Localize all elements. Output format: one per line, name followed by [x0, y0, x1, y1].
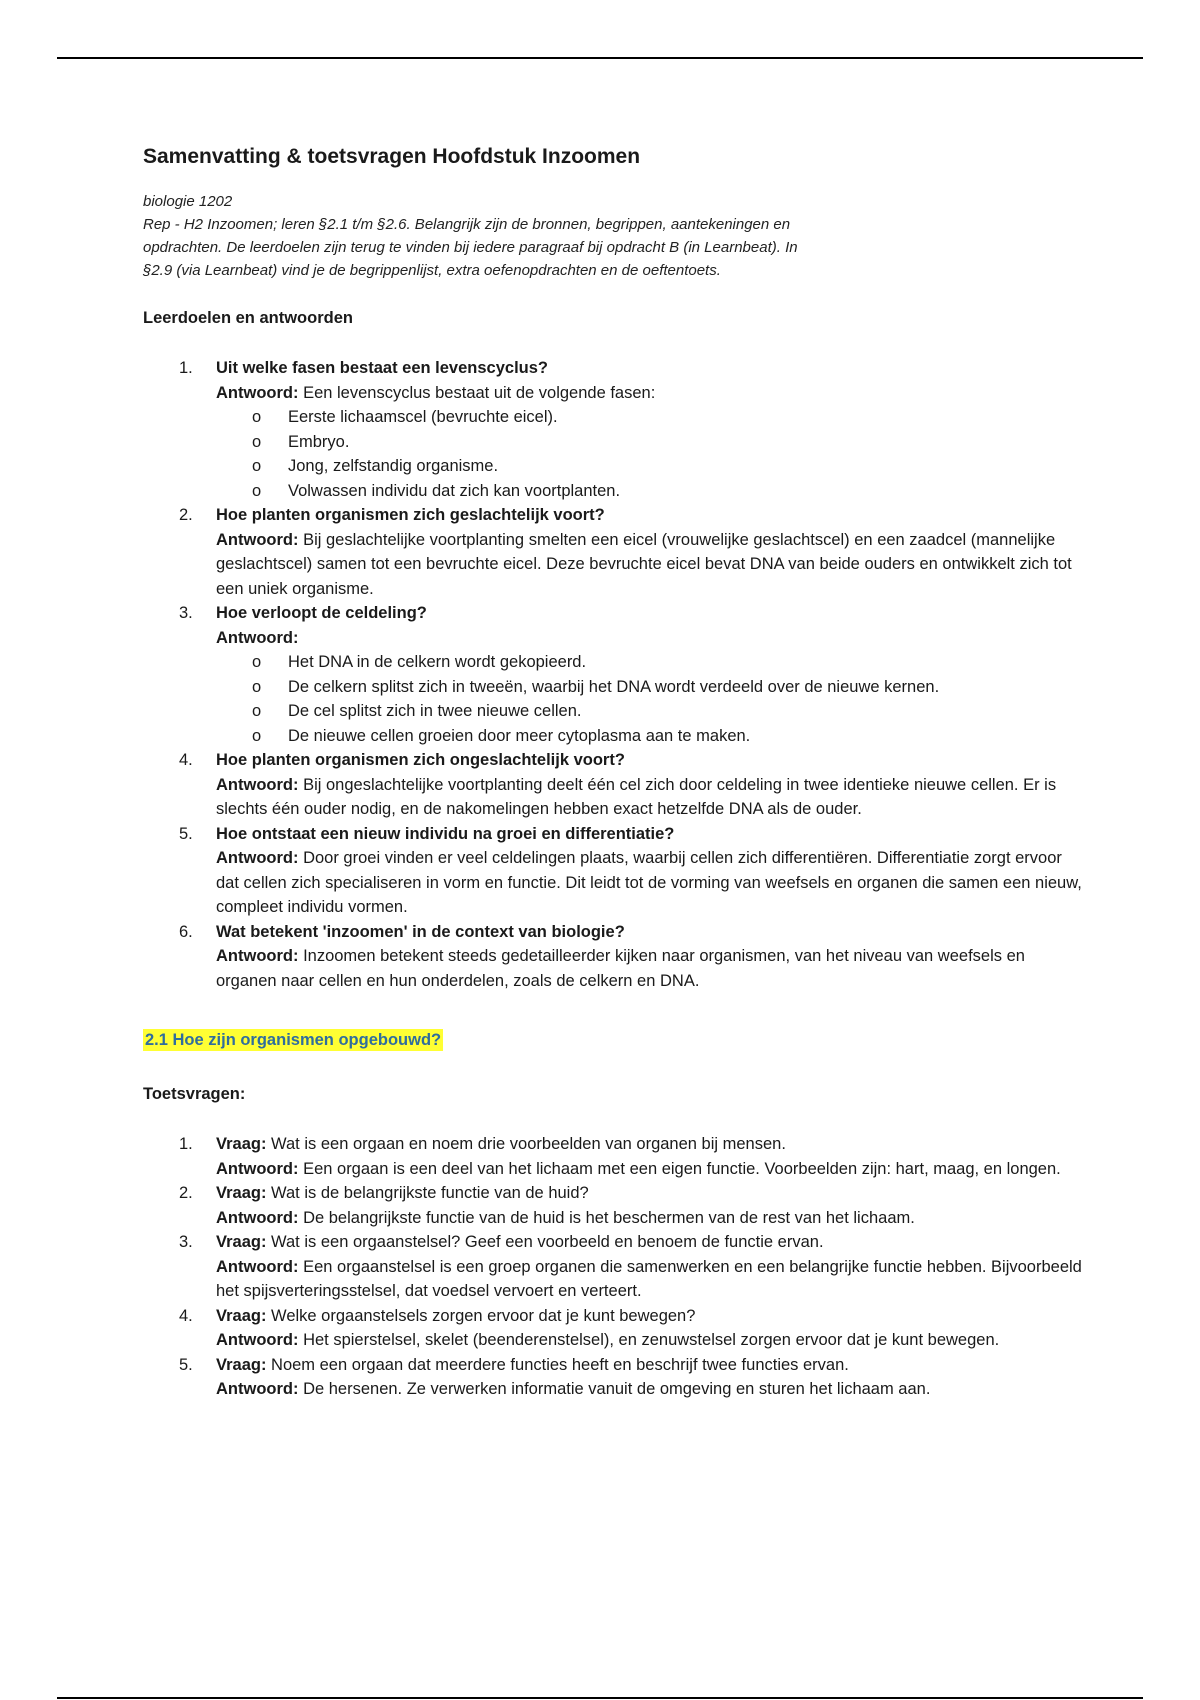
leerdoel-answer [216, 626, 1083, 651]
question-text: Wat is de belangrijkste functie van de huid? [266, 1184, 589, 1202]
item-number: 1. [179, 359, 193, 377]
leerdoel-question: Hoe planten organismen zich ongeslachtelijk voort? [216, 751, 625, 769]
answer-bullet-item [216, 405, 1083, 430]
question-text: Wat is een orgaan en noem drie voorbeelden van organen bij mensen. [266, 1135, 786, 1153]
toetsvraag-answer [216, 1206, 1083, 1231]
toetsvraag-item [143, 1230, 1083, 1304]
leerdoel-item [143, 601, 1083, 748]
answer-label: Antwoord: [216, 849, 299, 867]
toetsvraag-item [143, 1353, 1083, 1402]
answer-text: Inzoomen betekent steeds gedetailleerder kijken naar organismen, van het niveau van weefsels en organen naar cellen en hun onderdelen, zoals de celkern en DNA. [216, 947, 1025, 990]
leerdoel-answer [216, 381, 1083, 406]
item-number: 2. [179, 1184, 193, 1202]
answer-text: De hersenen. Ze verwerken informatie vanuit de omgeving en sturen het lichaam aan. [298, 1380, 931, 1398]
leerdoel-item [143, 503, 1083, 601]
answer-text: Een orgaan is een deel van het lichaam met een eigen functie. Voorbeelden zijn: hart, maag, en longen. [298, 1159, 1061, 1178]
answer-label: Antwoord: [216, 1257, 299, 1276]
leerdoel-item [143, 920, 1083, 994]
answer-label: Antwoord: [216, 530, 299, 549]
toetsvraag-question [216, 1132, 1083, 1157]
item-number: 2. [179, 506, 193, 524]
answer-bullet-item [216, 479, 1083, 504]
item-number: 6. [179, 922, 193, 941]
bullet-text: De celkern splitst zich in tweeën, waarbij het DNA wordt verdeeld over de nieuwe kernen. [288, 677, 940, 696]
toetsvragen-list [143, 1132, 1083, 1402]
bullet-text: Het DNA in de celkern wordt gekopieerd. [288, 653, 587, 671]
circle-bullet-icon: o [252, 457, 262, 475]
answer-label: Antwoord: [216, 1380, 299, 1398]
answer-bullet-list [216, 405, 1083, 503]
intro-line: §2.9 (via Learnbeat) vind je de begrippenlijst, extra oefenopdrachten en de oeftentoets. [143, 262, 721, 279]
circle-bullet-icon: o [252, 481, 262, 500]
toetsvraag-answer [216, 1157, 1083, 1182]
leerdoel-answer [216, 846, 1083, 920]
bullet-text: De cel splitst zich in twee nieuwe cellen. [288, 702, 582, 720]
leerdoel-item [143, 356, 1083, 503]
intro-line: Rep - H2 Inzoomen; leren §2.1 t/m §2.6. Belangrijk zijn de bronnen, begrippen, aantekeningen en [143, 216, 791, 233]
top-rule [57, 57, 1143, 59]
item-number: 4. [179, 751, 193, 769]
item-number: 1. [179, 1135, 193, 1153]
toetsvraag-question [216, 1353, 1083, 1378]
question-label: Vraag: [216, 1135, 267, 1153]
answer-label: Antwoord: [216, 1159, 299, 1178]
toetsvraag-item [143, 1181, 1083, 1230]
answer-bullet-item [216, 430, 1083, 455]
leerdoel-answer [216, 944, 1083, 993]
question-text: Noem een orgaan dat meerdere functies heeft en beschrijf twee functies ervan. [266, 1355, 849, 1374]
toetsvraag-question [216, 1304, 1083, 1329]
toetsvraag-item [143, 1304, 1083, 1353]
leerdoel-answer [216, 773, 1083, 822]
answer-text: Bij geslachtelijke voortplanting smelten een eicel (vrouwelijke geslachtscel) en een zaadcel (mannelijke geslachtscel) samen tot een bevruchte eicel. Deze bevruchte eicel bevat DNA van beide ouders en ontwikkelt zich tot een uniek organisme. [216, 530, 1072, 598]
document-title: Samenvatting & toetsvragen Hoofdstuk Inzoomen [143, 145, 641, 168]
answer-bullet-item [216, 454, 1083, 479]
answer-label: Antwoord: [216, 947, 299, 965]
answer-label: Antwoord: [216, 628, 299, 647]
answer-bullet-list [216, 650, 1083, 748]
leerdoel-item [143, 822, 1083, 920]
circle-bullet-icon: o [252, 726, 262, 745]
answer-text: Bij ongeslachtelijke voortplanting deelt één cel zich door celdeling in twee identieke nieuwe cellen. Er is slechts één ouder nodig, en de nakomelingen hebben exact hetzelfde DNA als de ouder. [216, 775, 1057, 818]
question-label: Vraag: [216, 1184, 267, 1202]
leerdoel-answer [216, 528, 1083, 602]
bullet-text: Jong, zelfstandig organisme. [288, 457, 499, 475]
item-number: 3. [179, 1233, 193, 1251]
toetsvraag-question [216, 1181, 1083, 1206]
bullet-text: Volwassen individu dat zich kan voortplanten. [288, 481, 621, 500]
question-text: Welke orgaanstelsels zorgen ervoor dat je kunt bewegen? [266, 1306, 696, 1325]
circle-bullet-icon: o [252, 677, 262, 696]
section-2-1-heading-wrap [143, 1027, 1083, 1054]
item-number: 5. [179, 1355, 193, 1374]
intro-subject: biologie 1202 [143, 193, 233, 210]
answer-bullet-item [216, 675, 1083, 700]
bullet-text: Embryo. [288, 432, 350, 451]
leerdoel-question: Uit welke fasen bestaat een levenscyclus? [216, 359, 548, 377]
answer-text: Het spierstelsel, skelet (beenderenstelsel), en zenuwstelsel zorgen ervoor dat je kunt bewegen. [298, 1331, 1000, 1349]
bottom-rule [57, 1697, 1143, 1699]
answer-label: Antwoord: [216, 383, 299, 402]
question-label: Vraag: [216, 1306, 267, 1325]
toetsvraag-question [216, 1230, 1083, 1255]
answer-bullet-item [216, 724, 1083, 749]
toetsvraag-answer [216, 1328, 1083, 1353]
leerdoel-item [143, 748, 1083, 822]
circle-bullet-icon: o [252, 408, 262, 426]
circle-bullet-icon: o [252, 653, 262, 671]
leerdoel-question: Hoe verloopt de celdeling? [216, 604, 427, 622]
answer-bullet-item [216, 650, 1083, 675]
leerdoel-question: Wat betekent 'inzoomen' in de context van biologie? [216, 922, 625, 941]
intro-text [143, 190, 1083, 282]
section-2-1-heading: 2.1 Hoe zijn organismen opgebouwd? [145, 1031, 442, 1049]
toetsvraag-answer [216, 1255, 1083, 1304]
circle-bullet-icon: o [252, 702, 262, 720]
question-text: Wat is een orgaanstelsel? Geef een voorbeeld en benoem de functie ervan. [266, 1233, 824, 1251]
answer-bullet-item [216, 699, 1083, 724]
toetsvraag-item [143, 1132, 1083, 1181]
item-number: 4. [179, 1306, 193, 1325]
leerdoelen-heading: Leerdoelen en antwoorden [143, 309, 353, 327]
leerdoelen-list [143, 356, 1083, 993]
item-number: 5. [179, 824, 193, 843]
question-label: Vraag: [216, 1355, 267, 1374]
answer-label: Antwoord: [216, 775, 299, 794]
answer-label: Antwoord: [216, 1208, 299, 1227]
bullet-text: De nieuwe cellen groeien door meer cytoplasma aan te maken. [288, 726, 751, 745]
answer-text: Door groei vinden er veel celdelingen plaats, waarbij cellen zich differentiëren. Differentiatie zorgt ervoor dat cellen zich specialiseren in vorm en functie. Dit leidt tot de vorming van weefsels en organen die samen een nieuw, compleet individu vormen. [216, 849, 1082, 916]
toetsvraag-answer [216, 1377, 1083, 1402]
document-page [143, 142, 1083, 1402]
bullet-text: Eerste lichaamscel (bevruchte eicel). [288, 408, 558, 426]
answer-text: De belangrijkste functie van de huid is het beschermen van de rest van het lichaam. [298, 1208, 915, 1227]
question-label: Vraag: [216, 1233, 267, 1251]
answer-text: Een levenscyclus bestaat uit de volgende fasen: [298, 383, 656, 402]
circle-bullet-icon: o [252, 432, 262, 451]
leerdoel-question: Hoe ontstaat een nieuw individu na groei en differentiatie? [216, 824, 675, 843]
answer-text: Een orgaanstelsel is een groep organen die samenwerken en een belangrijke functie hebben. Bijvoorbeeld het spijsverteringsstelsel, dat voedsel vervoert en verteert. [216, 1257, 1082, 1300]
leerdoel-question: Hoe planten organismen zich geslachtelijk voort? [216, 506, 605, 524]
intro-line: opdrachten. De leerdoelen zijn terug te vinden bij iedere paragraaf bij opdracht B (in Learnbeat). In [143, 239, 798, 256]
answer-label: Antwoord: [216, 1331, 299, 1349]
item-number: 3. [179, 604, 193, 622]
toetsvragen-heading: Toetsvragen: [143, 1085, 246, 1103]
